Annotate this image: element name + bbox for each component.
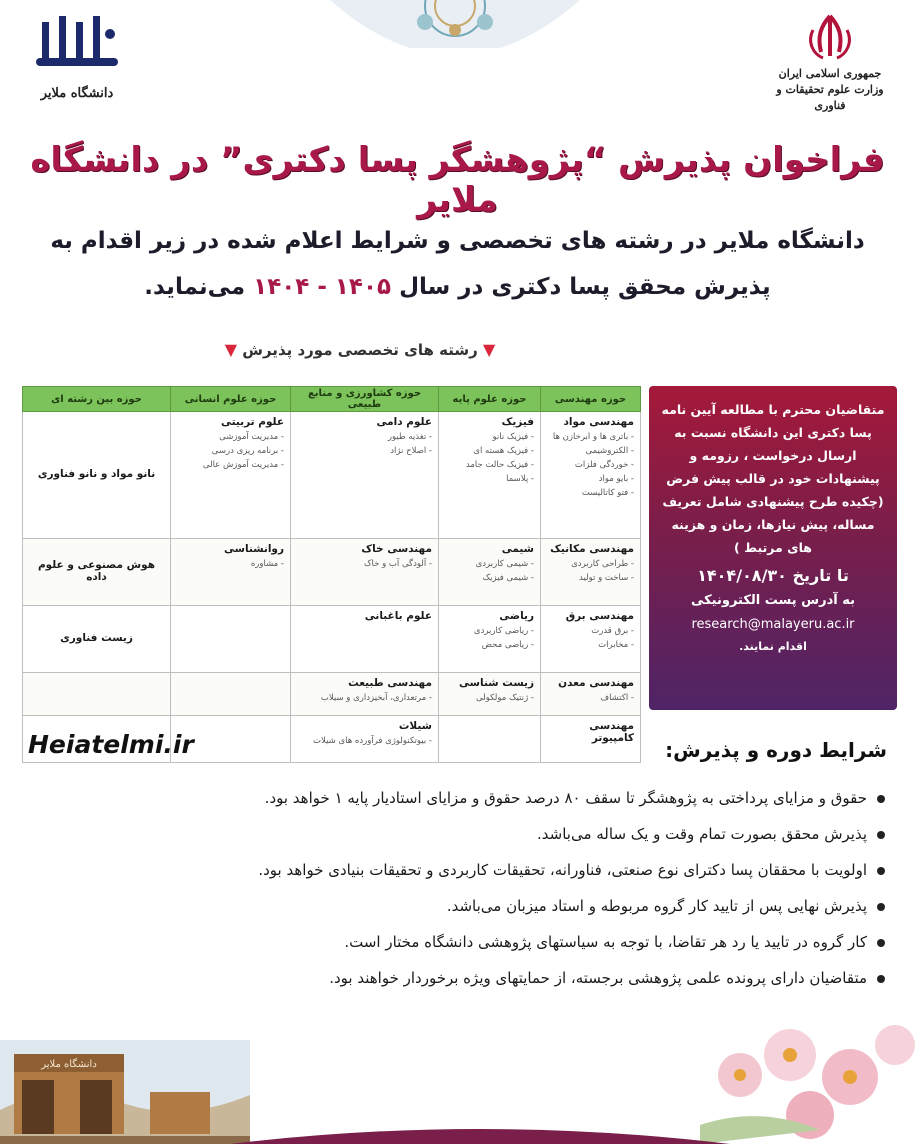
field-subitem: - فتو کاتالیست: [581, 488, 634, 498]
call-box: [649, 386, 897, 710]
field-subitem: - بیوتکنولوژی فرآورده های شیلات: [313, 736, 432, 746]
field-subitem: - اصلاح نژاد: [390, 446, 432, 456]
field-subitem: - باتری ها و ابرخازن ها: [552, 432, 634, 442]
field-subitem: - ساخت و تولید: [579, 573, 634, 583]
field-title: مهندسی مواد: [563, 416, 634, 428]
table-header: حوزه علوم انسانی: [171, 387, 291, 412]
fields-caption-text: رشته های تخصصی مورد پذیرش: [242, 341, 478, 359]
list-item: اولویت با محققان پسا دکترای نوع صنعتی، فناورانه، تحقیقات کاربردی و تحقیقات بنیادی خواهد بود.: [185, 852, 885, 888]
intro-years: ۱۴۰۵ - ۱۴۰۴: [253, 274, 392, 300]
table-row: [23, 673, 641, 716]
table-row: [23, 412, 641, 539]
triangle-down-icon: ▼: [224, 340, 238, 359]
table-cell: [171, 673, 291, 716]
field-title: نانو مواد و نانو فناوری: [37, 468, 156, 480]
field-subitem: - مشاوره: [250, 559, 284, 569]
table-cell: [439, 716, 541, 763]
field-subitem: - خوردگی فلزات: [574, 460, 634, 470]
fields-table: [22, 386, 641, 763]
field-subitem: - مدیریت آموزش عالی: [202, 460, 284, 470]
triangle-down-icon: ▼: [482, 340, 496, 359]
university-logo: [22, 14, 132, 124]
table-header-row: [23, 387, 641, 412]
field-subitem: - ریاضی محض: [481, 640, 534, 650]
field-subitem: - آلودگی آب و خاک: [363, 559, 432, 569]
field-subitem: - تغذیه طیور: [387, 432, 432, 442]
field-subitem: - فیزیک نانو: [492, 432, 534, 442]
field-title: شیمی: [501, 543, 534, 555]
field-title: روانشناسی: [224, 543, 284, 555]
field-title: شیلات: [398, 720, 432, 732]
university-emblem-icon: [32, 14, 122, 76]
government-logo: [760, 12, 900, 122]
table-cell: [439, 539, 541, 606]
call-box-deadline: تا تاریخ ۱۴۰۴/۰۸/۳۰: [697, 566, 849, 585]
top-ornament: [330, 0, 580, 48]
table-cell: [171, 412, 291, 539]
field-subitem: - مخابرات: [598, 640, 634, 650]
table-cell: [171, 539, 291, 606]
bottom-decorative-band: [230, 1124, 730, 1144]
table-header: حوزه کشاورزی و منابع طبیعی: [291, 387, 439, 412]
table-header: حوزه بین رشته ای: [23, 387, 171, 412]
table-cell: [171, 606, 291, 673]
university-logo-text: دانشگاه ملایر: [40, 86, 114, 101]
table-cell: [291, 539, 439, 606]
table-cell: [439, 606, 541, 673]
field-subitem: - ریاضی کاربردی: [473, 626, 534, 636]
conditions-title: شرایط دوره و پذیرش:: [665, 738, 887, 762]
list-item: پذیرش محقق بصورت تمام وقت و یک ساله می‌باشد.: [185, 816, 885, 852]
table-cell: [291, 606, 439, 673]
table-cell: [439, 673, 541, 716]
table-cell: [541, 716, 641, 763]
field-title: علوم تربیتی: [220, 416, 284, 428]
table-cell: [23, 539, 171, 606]
table-header: حوزه علوم پایه: [439, 387, 541, 412]
field-title: ریاضی: [499, 610, 534, 622]
watermark: Heiatelmi.ir: [28, 730, 194, 759]
list-item: متقاضیان دارای پرونده علمی پژوهشی برجسته، از حمایتهای ویژه برخوردار خواهند بود.: [185, 960, 885, 996]
field-subitem: - الکتروشیمی: [585, 446, 634, 456]
fields-caption: [200, 340, 520, 359]
table-cell: [23, 606, 171, 673]
field-subitem: - شیمی فیزیک: [482, 573, 534, 583]
table-body: [23, 412, 641, 763]
table-cell: [291, 673, 439, 716]
table-row: [23, 606, 641, 673]
university-gate-image: [0, 1040, 250, 1144]
field-subitem: - فیزیک حالت جامد: [465, 460, 534, 470]
call-box-address-label: به آدرس پست الکترونیکی: [690, 593, 856, 608]
field-subitem: - برنامه ریزی درسی: [211, 446, 284, 456]
table-cell: [541, 673, 641, 716]
table-cell: [541, 606, 641, 673]
table-cell: [291, 716, 439, 763]
list-item: پذیرش نهایی پس از تایید کار گروه مربوطه و استاد میزبان می‌باشد.: [185, 888, 885, 924]
gate-sign-text: دانشگاه ملایر: [41, 1059, 97, 1070]
table-cell: [291, 412, 439, 539]
flowers-decoration: [700, 1015, 915, 1144]
table-row: [23, 539, 641, 606]
call-box-email[interactable]: research@malayeru.ac.ir: [691, 617, 855, 632]
table-cell: [541, 412, 641, 539]
table-cell: [23, 673, 171, 716]
field-title: مهندسی کامپیوتر: [589, 720, 634, 744]
field-title: مهندسی خاک: [361, 543, 432, 555]
field-subitem: - اکتشاف: [600, 693, 634, 703]
field-subitem: - ژنتیک مولکولی: [476, 693, 534, 703]
field-title: مهندسی طبیعت: [348, 677, 432, 689]
intro-text: [40, 218, 875, 310]
intro-line-2-end: می‌نماید.: [144, 274, 246, 300]
intro-line-2: [40, 264, 875, 310]
field-subitem: - مدیریت آموزشی: [219, 432, 284, 442]
gov-logo-line-1: جمهوری اسلامی ایران: [778, 67, 882, 80]
field-subitem: - مرتعداری، آبخیزداری و سیلاب: [320, 693, 432, 703]
field-subitem: - فیزیک هسته ای: [473, 446, 534, 456]
field-title: زیست فناوری: [60, 632, 133, 644]
intro-line-1: دانشگاه ملایر در رشته های تخصصی و شرایط اعلام شده در زیر اقدام به: [50, 228, 865, 254]
list-item: کار گروه در تایید یا رد هر تقاضا، با توجه به سیاستهای پژوهشی دانشگاه مختار است.: [185, 924, 885, 960]
field-title: علوم دامی: [376, 416, 432, 428]
page-title: فراخوان پذیرش “پژوهشگر پسا دکتری” در دانشگاه ملایر: [30, 140, 885, 220]
table-cell: [439, 412, 541, 539]
field-subitem: - بایو مواد: [598, 474, 634, 484]
field-subitem: - برق قدرت: [591, 626, 634, 636]
iran-emblem-icon: [803, 12, 857, 62]
conditions-list: [185, 780, 885, 996]
gov-logo-line-2: وزارت علوم تحقیقات و فناوری: [776, 83, 884, 112]
list-item: حقوق و مزایای پرداختی به پژوهشگر تا سقف ۸۰ درصد حقوق و مزایای استادیار پایه ۱ خواهد بود.: [185, 780, 885, 816]
field-subitem: - شیمی کاربردی: [475, 559, 534, 569]
field-title: علوم باغبانی: [364, 610, 432, 622]
field-title: مهندسی برق: [565, 610, 634, 622]
table-cell: [23, 412, 171, 539]
field-title: زیست شناسی: [459, 677, 534, 689]
field-subitem: - پلاسما: [506, 474, 534, 484]
field-title: فیزیک: [501, 416, 534, 428]
table-cell: [541, 539, 641, 606]
field-subitem: - طراحی کاربردی: [571, 559, 634, 569]
table-header: حوزه مهندسی: [541, 387, 641, 412]
intro-line-2-start: پذیرش محقق پسا دکتری در سال: [399, 274, 771, 300]
field-title: مهندسی مکانیک: [550, 543, 634, 555]
field-title: هوش مصنوعی و علوم داده: [37, 559, 156, 583]
field-title: مهندسی معدن: [558, 677, 634, 689]
call-box-body: متقاضیان محترم با مطالعه آیین نامه پسا دکتری این دانشگاه نسبت به ارسال درخواست ، رزومه و پیشنهادات خود در قالب پیش فرض (چکیده طرح پیشنهادی شامل تعریف مساله، پیش نیازها، زمان و هزینه های مرتبط ): [661, 402, 885, 555]
call-box-closing: اقدام نمایند.: [739, 640, 807, 653]
